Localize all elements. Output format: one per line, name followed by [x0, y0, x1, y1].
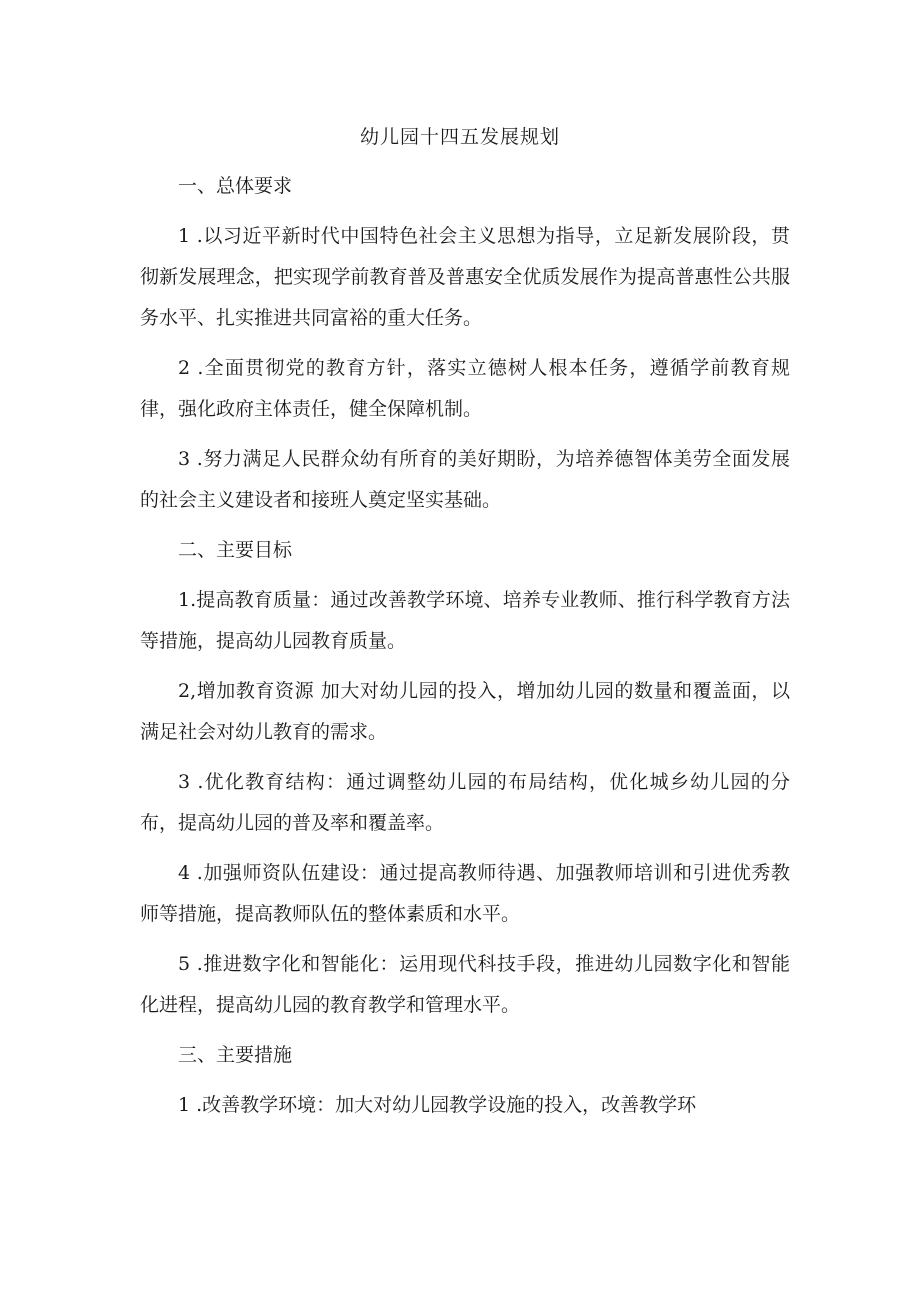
paragraph: 5 .推进数字化和智能化：运用现代科技手段，推进幼儿园数字化和智能化进程，提高幼儿园的教育教学和管理水平。	[140, 953, 790, 1016]
paragraph: 4 .加强师资队伍建设：通过提高教师待遇、加强教师培训和引进优秀教师等措施，提高教师队伍的整体素质和水平。	[140, 862, 790, 925]
paragraph: 2 .全面贯彻党的教育方针，落实立德树人根本任务，遵循学前教育规律，强化政府主体责任，健全保障机制。	[140, 357, 790, 420]
document-body	[140, 166, 790, 1135]
paragraph: 1 .以习近平新时代中国特色社会主义思想为指导，立足新发展阶段，贯彻新发展理念，把实现学前教育普及普惠安全优质发展作为提高普惠性公共服务水平、扎实推进共同富裕的重大任务。	[140, 225, 790, 329]
paragraph: 3 .优化教育结构：通过调整幼儿园的布局结构，优化城乡幼儿园的分布，提高幼儿园的普及率和覆盖率。	[140, 771, 790, 834]
section-heading-general-requirements: 一、总体要求	[178, 175, 293, 197]
paragraph: 1.提高教育质量：通过改善教学环境、培养专业教师、推行科学教育方法等措施，提高幼儿园教育质量。	[140, 589, 790, 652]
section-heading-main-measures: 三、主要措施	[178, 1044, 293, 1066]
paragraph: 3 .努力满足人民群众幼有所育的美好期盼，为培养德智体美劳全面发展的社会主义建设者和接班人奠定坚实基础。	[140, 448, 790, 511]
paragraph: 1 .改善教学环境：加大对幼儿园教学设施的投入，改善教学环	[178, 1094, 697, 1116]
paragraph: 2,增加教育资源 加大对幼儿园的投入，增加幼儿园的数量和覆盖面，以满足社会对幼儿教育的需求。	[140, 680, 790, 743]
document-title: 幼儿园十四五发展规划	[359, 126, 560, 148]
section-heading-main-goals: 二、主要目标	[178, 539, 293, 561]
